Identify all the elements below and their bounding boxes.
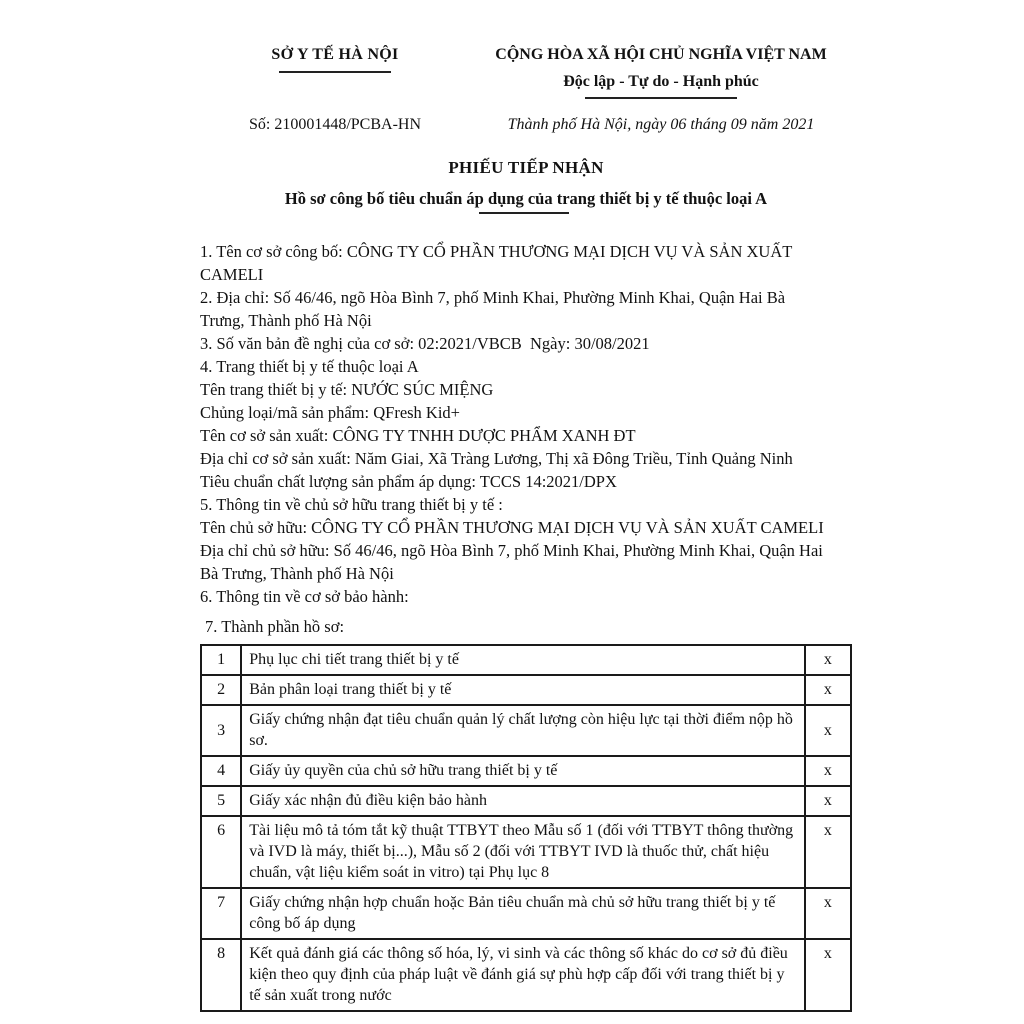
body-paragraph-declarer-address: 2. Địa chỉ: Số 46/46, ngõ Hòa Bình 7, phố Minh Khai, Phường Minh Khai, Quận Hai Bà Trưng, Thành phố Hà Nội [200,288,789,330]
row-description: Giấy chứng nhận hợp chuẩn hoặc Bản tiêu chuẩn mà chủ sở hữu trang thiết bị y tế công bố áp dụng [241,888,804,939]
form-subtitle: Hồ sơ công bố tiêu chuẩn áp dụng của trang thiết bị y tế thuộc loại A [284,189,768,208]
row-description: Bản phân loại trang thiết bị y tế [241,675,804,705]
national-title: CỘNG HÒA XÃ HỘI CHỦ NGHĨA VIỆT NAM [495,46,827,63]
row-mark: x [805,888,851,939]
row-number: 7 [201,888,241,939]
row-description: Giấy ủy quyền của chủ sở hữu trang thiết bị y tế [241,756,804,786]
dossier-components-table [200,644,852,1012]
row-mark: x [805,939,851,1011]
body-paragraph-dossier-section: 7. Thành phần hồ sơ: [205,617,345,636]
body-paragraph-owner-name: Tên chủ sở hữu: CÔNG TY CỔ PHẦN THƯƠNG MẠI DỊCH VỤ VÀ SẢN XUẤT CAMELI [200,518,824,537]
form-title: PHIẾU TIẾP NHẬN [448,158,604,177]
body-paragraph-owner-section: 5. Thông tin về chủ sở hữu trang thiết bị y tế : [200,495,503,514]
row-mark: x [805,756,851,786]
document-header [200,46,852,99]
table-row [201,816,851,888]
row-number: 1 [201,645,241,675]
row-mark: x [805,645,851,675]
row-description: Tài liệu mô tả tóm tắt kỹ thuật TTBYT theo Mẫu số 1 (đối với TTBYT thông thường và IVD là máy, thiết bị...), Mẫu số 2 (đối với TTBYT IVD là thuốc thử, chất hiệu chuẩn, vật liệu kiểm soát in vitro) tại Phụ lục 8 [241,816,804,888]
row-mark: x [805,786,851,816]
row-description: Kết quả đánh giá các thông số hóa, lý, vi sinh và các thông số khác do cơ sở đủ điều kiện theo quy định của pháp luật về đánh giá sự phù hợp cấp đối với trang thiết bị y tế sản xuất trong nước [241,939,804,1011]
row-number: 2 [201,675,241,705]
national-motto: Độc lập - Tự do - Hạnh phúc [563,73,759,90]
issuing-org-name: SỞ Y TẾ HÀ NỘI [271,46,399,63]
row-number: 6 [201,816,241,888]
table-row [201,888,851,939]
title-block [200,158,852,214]
table-row [201,675,851,705]
row-mark: x [805,816,851,888]
body-paragraph-product-model: Chủng loại/mã sản phẩm: QFresh Kid+ [200,403,460,422]
motto-underline-divider [585,97,737,99]
row-description: Phụ lục chi tiết trang thiết bị y tế [241,645,804,675]
document-number: Số: 210001448/PCBA-HN [248,116,422,133]
reference-row [200,116,852,134]
row-description: Giấy chứng nhận đạt tiêu chuẩn quản lý chất lượng còn hiệu lực tại thời điểm nộp hồ sơ. [241,705,804,756]
row-mark: x [805,705,851,756]
row-mark: x [805,675,851,705]
body-paragraph-warranty-section: 6. Thông tin về cơ sở bảo hành: [200,587,409,606]
body-paragraph-owner-address: Địa chỉ chủ sở hữu: Số 46/46, ngõ Hòa Bình 7, phố Minh Khai, Phường Minh Khai, Quận Hai Bà Trưng, Thành phố Hà Nội [200,541,828,583]
row-description: Giấy xác nhận đủ điều kiện bảo hành [241,786,804,816]
row-number: 4 [201,756,241,786]
body-paragraph-declarer-name: 1. Tên cơ sở công bố: CÔNG TY CỔ PHẦN THƯƠNG MẠI DỊCH VỤ VÀ SẢN XUẤT CAMELI [200,242,797,284]
form-body [200,240,828,638]
table-row [201,756,851,786]
body-paragraph-device-name: Tên trang thiết bị y tế: NƯỚC SÚC MIỆNG [200,380,494,399]
org-underline-divider [279,71,391,73]
body-paragraph-request-number: 3. Số văn bản đề nghị của cơ sở: 02:2021/VBCB Ngày: 30/08/2021 [200,334,650,353]
row-number: 8 [201,939,241,1011]
table-row [201,705,851,756]
row-number: 3 [201,705,241,756]
national-header-block [470,46,852,99]
subtitle-underline-divider [479,212,569,214]
issuing-org-block [200,46,470,99]
body-paragraph-device-class: 4. Trang thiết bị y tế thuộc loại A [200,357,419,376]
body-paragraph-manufacturer-name: Tên cơ sở sản xuất: CÔNG TY TNHH DƯỢC PHẨM XANH ĐT [200,426,636,445]
table-row [201,786,851,816]
body-paragraph-manufacturer-address: Địa chỉ cơ sở sản xuất: Năm Giai, Xã Tràng Lương, Thị xã Đông Triều, Tỉnh Quảng Ninh [200,449,793,468]
body-paragraph-quality-standard: Tiêu chuẩn chất lượng sản phẩm áp dụng: TCCS 14:2021/DPX [200,472,617,491]
place-and-date: Thành phố Hà Nội, ngày 06 tháng 09 năm 2021 [507,116,815,133]
row-number: 5 [201,786,241,816]
table-row [201,645,851,675]
table-row [201,939,851,1011]
